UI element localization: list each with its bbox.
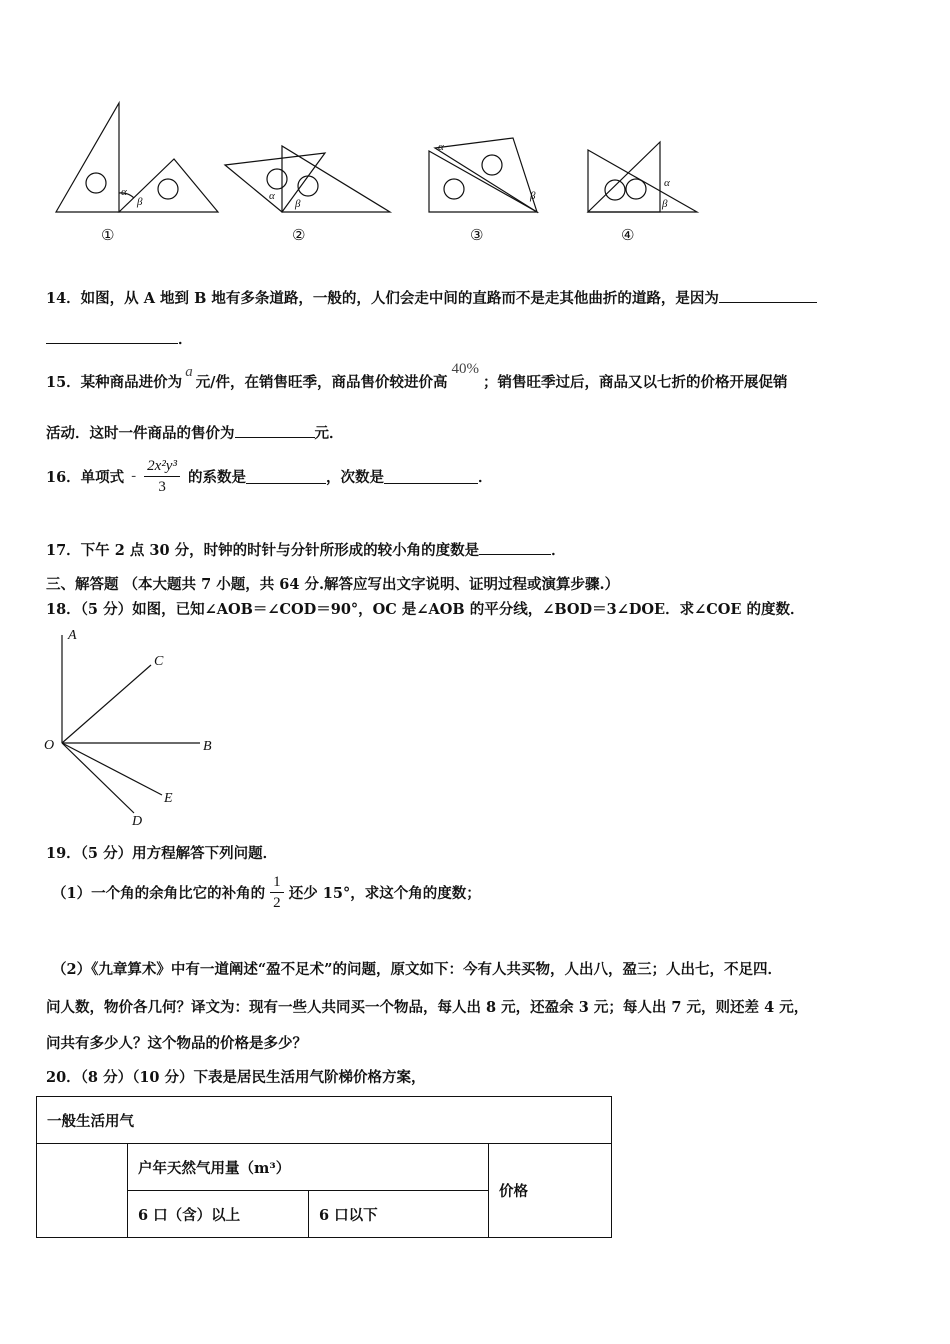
price-header: 价格 — [499, 1183, 528, 1200]
fig4-triangle-b — [588, 142, 660, 212]
q16-minus: - — [131, 468, 137, 484]
fig4-circle-right — [626, 179, 646, 199]
fig4-circle-left — [605, 180, 625, 200]
q14-end: ． — [178, 331, 193, 348]
q14-blank-1 — [719, 288, 817, 303]
q16-part3: ，次数是 — [326, 469, 385, 486]
q15-blank — [235, 423, 315, 438]
ray-OC — [62, 665, 151, 743]
triangle-figures — [40, 95, 720, 225]
question-19-part1 — [52, 872, 481, 913]
question-14-line2 — [46, 328, 193, 349]
col1-cell — [128, 1191, 309, 1238]
question-17 — [46, 539, 566, 560]
col2-cell — [309, 1191, 489, 1238]
question-19-part2-line1 — [52, 958, 782, 979]
q19-fraction — [270, 872, 284, 913]
ray-OD — [62, 743, 134, 813]
q15-percent: 40% — [451, 361, 479, 377]
price-header-cell — [489, 1144, 612, 1238]
q15-part1: 15．某种商品进价为 — [46, 374, 183, 391]
q17-end: ． — [551, 542, 566, 559]
fig1-beta: β — [137, 196, 143, 208]
gas-price-table — [36, 1096, 612, 1238]
fig1-circle-left — [86, 173, 106, 193]
fig2-alpha: α — [269, 190, 275, 202]
q15-var-a: a — [185, 364, 193, 380]
q14-blank-2 — [46, 329, 178, 344]
label-E: E — [164, 791, 173, 806]
q16-blank-2 — [384, 469, 478, 484]
q16-fraction — [144, 456, 180, 497]
q16-end: ． — [478, 469, 493, 486]
q20-title: 20．（8 分）（10 分）下表是居民生活用气阶梯价格方案， — [46, 1069, 426, 1086]
fig4-beta: β — [662, 198, 668, 210]
usage-header: 户年天然气用量（m³） — [138, 1159, 291, 1177]
q19-title: 19．（5 分）用方程解答下列问题． — [46, 845, 278, 862]
label-D: D — [132, 814, 143, 829]
label-O: O — [44, 738, 55, 753]
q17-text: 17．下午 2 点 30 分，时钟的时针与分针所形成的较小角的度数是 — [46, 542, 480, 559]
fig4-alpha: α — [664, 177, 670, 189]
q18-text: 18．（5 分）如图，已知∠AOB＝∠COD＝90°，OC 是∠AOB 的平分线，∠BOD＝3∠DOE．求∠COE 的度数． — [46, 601, 805, 618]
fig1-triangle-left — [56, 103, 119, 212]
q14-text: 14．如图，从 A 地到 B 地有多条道路，一般的，人们会走中间的直路而不是走其他曲折的道路，是因为 — [46, 290, 719, 307]
q16-blank-1 — [246, 469, 326, 484]
q16-numerator: 2x²y³ — [144, 456, 180, 477]
col1-label: 6 口（含）以上 — [138, 1206, 241, 1224]
fig3-alpha: α — [438, 141, 444, 153]
q16-denominator: 3 — [158, 479, 166, 495]
q15-line2-end: 元． — [314, 425, 344, 442]
q15-part2: 元/件，在销售旺季，商品售价较进价高 — [195, 374, 448, 391]
fig1-triangle-right — [119, 159, 218, 212]
question-15-line2 — [46, 422, 344, 443]
question-14 — [46, 287, 817, 308]
fig1-circle-right — [158, 179, 178, 199]
q19-p2-line3: 问共有多少人？这个物品的价格是多少？ — [46, 1035, 307, 1052]
q19-frac-num: 1 — [270, 872, 284, 893]
fig2-label: ② — [292, 226, 306, 244]
fig3-label: ③ — [470, 226, 484, 244]
q16-part1: 16．单项式 — [46, 469, 125, 486]
ray-OE — [62, 743, 162, 795]
angle-diagram — [40, 625, 240, 830]
q15-line2-start: 活动．这时一件商品的售价为 — [46, 425, 235, 442]
q19-p1-start: （1）一个角的余角比它的补角的 — [52, 885, 266, 902]
fig3-circle-left — [444, 179, 464, 199]
fig3-beta: β — [530, 190, 536, 202]
question-15 — [46, 361, 788, 392]
fig3-circle-right — [482, 155, 502, 175]
question-20-title — [46, 1066, 426, 1087]
question-19-part2-line3 — [46, 1032, 307, 1053]
section-3-text: 三、解答题 （本大题共 7 小题，共 64 分.解答应写出文字说明、证明过程或演算步骤.） — [46, 576, 620, 593]
table-header-cell — [37, 1097, 612, 1144]
label-C: C — [154, 654, 164, 669]
fig2-circle-left — [267, 169, 287, 189]
label-B: B — [203, 739, 212, 754]
label-A: A — [68, 628, 77, 643]
q17-blank — [479, 540, 551, 555]
q15-part3: ；销售旺季过后，商品又以七折的价格开展促销 — [482, 374, 788, 391]
question-19-title — [46, 842, 277, 863]
question-16 — [46, 456, 493, 497]
question-19-part2-line2 — [46, 996, 808, 1017]
fig3-triangle-b — [435, 138, 537, 212]
col2-label: 6 口以下 — [319, 1206, 378, 1224]
q19-p1-end: 还少 15°，求这个角的度数； — [288, 885, 481, 902]
fig1-label: ① — [101, 226, 115, 244]
q19-p2-line1: （2）《九章算术》中有一道阐述“盈不足术”的问题，原文如下：今有人共买物，人出八，盈三；人出七，不足四． — [52, 961, 783, 978]
q19-p2-line2: 问人数，物价各几何？译文为：现有一些人共同买一个物品，每人出 8 元，还盈余 3 元；每人出 7 元，则还差 4 元， — [46, 999, 809, 1016]
q16-part2: 的系数是 — [188, 469, 247, 486]
table-empty-cell — [37, 1144, 128, 1238]
fig1-alpha: α — [121, 186, 127, 198]
section-3-heading — [46, 573, 619, 594]
table-header: 一般生活用气 — [47, 1112, 134, 1130]
usage-header-cell — [128, 1144, 489, 1191]
q19-frac-den: 2 — [273, 895, 281, 911]
fig2-triangle-a — [225, 153, 325, 212]
fig2-beta: β — [295, 198, 301, 210]
question-18 — [46, 598, 805, 619]
fig4-label: ④ — [621, 226, 635, 244]
